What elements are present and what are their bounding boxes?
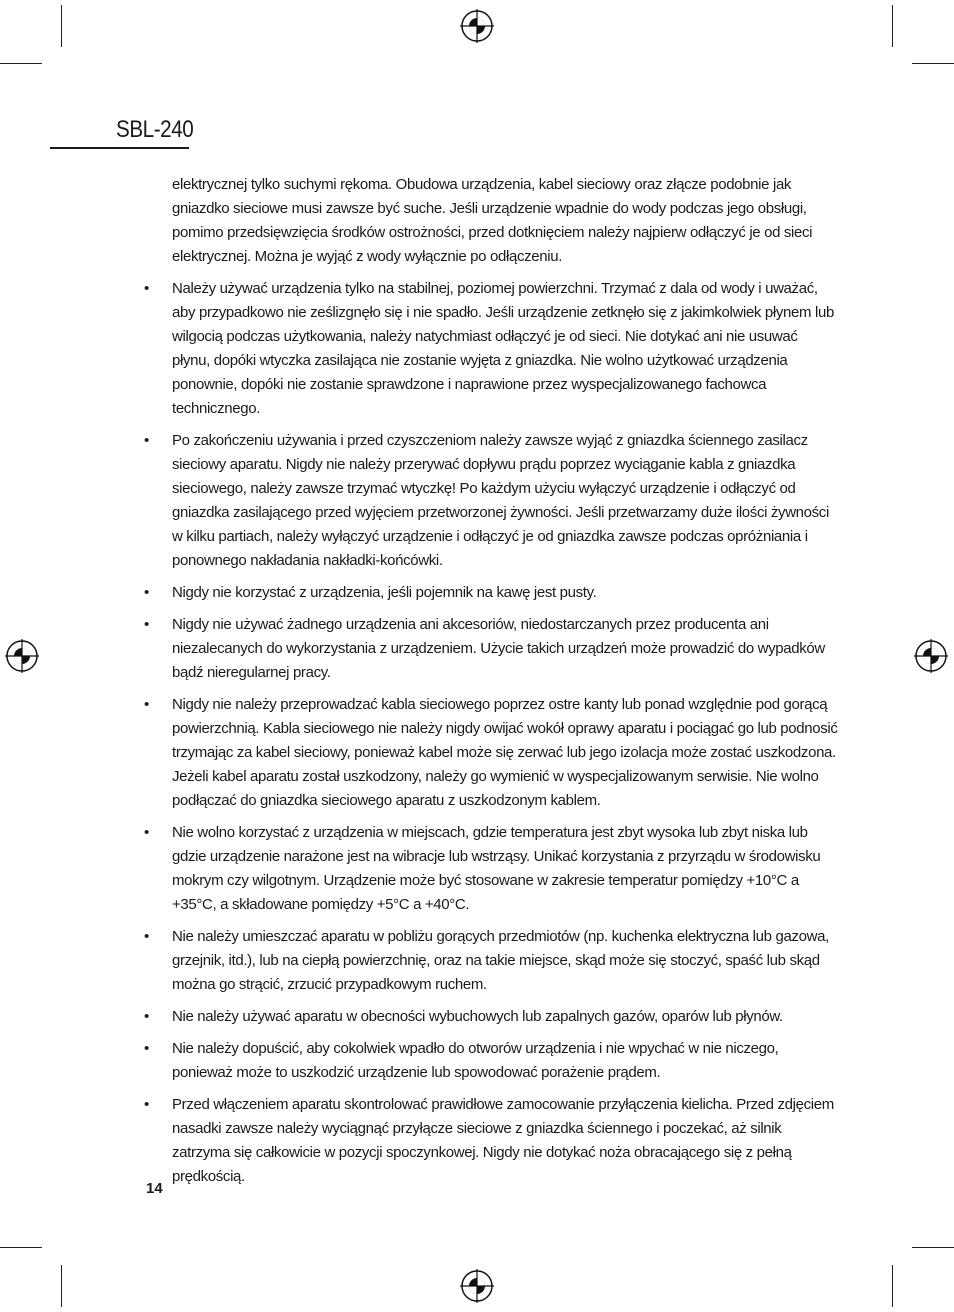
list-item-text: Nigdy nie używać żadnego urządzenia ani akcesoriów, niedostarczanych przez producenta ani niezalecanych do wykorzystania z urządzeniem. Użycie takich urządzeń może prowadzić do wypadków bądź nieregularnej pracy. xyxy=(172,616,825,681)
crop-mark-top-right-vertical xyxy=(892,5,893,47)
crop-mark-top-right-horizontal xyxy=(912,63,954,64)
bullet-icon: • xyxy=(144,1096,149,1113)
list-item xyxy=(144,821,838,917)
list-item-text: Nigdy nie korzystać z urządzenia, jeśli pojemnik na kawę jest pusty. xyxy=(172,584,597,601)
list-item xyxy=(144,925,838,997)
list-item-text: Nigdy nie należy przeprowadzać kabla sieciowego poprzez ostre kanty lub ponad względnie pod gorącą powierzchnią. Kabla sieciowego nie należy nigdy owijać wokół oprawy aparatu i pociągać go lub podnosić trzymając za kabel sieciowy, ponieważ kabel może się zerwać lub jego izolacja może zostać uszkodzona. Jeżeli kabel aparatu został uszkodzony, należy go wymienić w wyspecjalizowanym serwisie. Nie wolno podłączać do gniazdka sieciowego aparatu z uszkodzonym kablem. xyxy=(172,696,838,809)
list-item-text: Nie wolno korzystać z urządzenia w miejscach, gdzie temperatura jest zbyt wysoka lub zbyt niska lub gdzie urządzenie narażone jest na wibracje lub wstrząsy. Unikać korzystania z przyrządu w środowisku mokrym czy wilgotnym. Urządzenie może być stosowane w zakresie temperatur pomiędzy +10°C a +35°C, a składowane pomiędzy +5°C a +40°C. xyxy=(172,824,821,913)
list-item xyxy=(144,277,838,421)
page-number: 14 xyxy=(146,1180,163,1197)
crop-mark-bottom-left-horizontal xyxy=(0,1247,42,1248)
bullet-icon: • xyxy=(144,280,149,297)
bullet-icon: • xyxy=(144,696,149,713)
bullet-icon: • xyxy=(144,432,149,449)
registration-mark-bottom-icon xyxy=(460,1269,494,1303)
bullet-icon: • xyxy=(144,616,149,633)
crop-mark-bottom-right-horizontal xyxy=(912,1247,954,1248)
bullet-icon: • xyxy=(144,824,149,841)
bullet-icon: • xyxy=(144,584,149,601)
bullet-icon: • xyxy=(144,928,149,945)
crop-mark-top-left-horizontal xyxy=(0,63,42,64)
list-item-text: Nie należy umieszczać aparatu w pobliżu gorących przedmiotów (np. kuchenka elektryczna lub gazowa, grzejnik, itd.), lub na ciepłą powierzchnię, oraz na takie miejsce, skąd może się stoczyć, spaść lub skąd można go strącić, zrzucić przypadkowym ruchem. xyxy=(172,928,829,993)
bullet-icon: • xyxy=(144,1008,149,1025)
list-item xyxy=(144,1037,838,1085)
list-item-text: Nie należy dopuścić, aby cokolwiek wpadło do otworów urządzenia i nie wpychać w nie niczego, ponieważ może to uszkodzić urządzenie lub spowodować porażenie prądem. xyxy=(172,1040,779,1081)
crop-mark-top-left-vertical xyxy=(61,5,62,47)
registration-mark-top-icon xyxy=(460,9,494,43)
list-item xyxy=(144,429,838,573)
registration-mark-left-icon xyxy=(5,639,39,673)
list-item-text: Należy używać urządzenia tylko na stabilnej, poziomej powierzchni. Trzymać z dala od wody i uważać, aby przypadkowo nie ześlizgnęło się i nie spadło. Jeśli urządzenie zetknęło się z jakimkolwiek płynem lub wilgocią podczas użytkowania, należy natychmiast odłączyć je od sieci. Nie dotykać ani nie usuwać płynu, dopóki wtyczka zasilająca nie zostanie wyjęta z gniazdka. Nie wolno użytkować urządzenia ponownie, dopóki nie zostanie sprawdzone i naprawione przez wyspecjalizowanego fachowca technicznego. xyxy=(172,280,834,417)
list-item xyxy=(144,693,838,813)
crop-mark-bottom-right-vertical xyxy=(892,1265,893,1307)
crop-mark-bottom-left-vertical xyxy=(61,1265,62,1307)
list-item xyxy=(144,581,838,605)
intro-paragraph: elektrycznej tylko suchymi rękoma. Obudowa urządzenia, kabel sieciowy oraz złącze podobnie jak gniazdko sieciowe musi zawsze być suche. Jeśli urządzenie wpadnie do wody podczas jego obsługi, pomimo przedsięwzięcia środków ostrożności, przed dotknięciem należy najpierw odłączyć je od sieci elektrycznej. Można je wyjąć z wody wyłącznie po odłączeniu. xyxy=(172,176,813,265)
list-item-text: Nie należy używać aparatu w obecności wybuchowych lub zapalnych gazów, oparów lub płynów. xyxy=(172,1008,783,1025)
list-item-text: Po zakończeniu używania i przed czyszczeniom należy zawsze wyjąć z gniazdka ściennego zasilacz sieciowy aparatu. Nigdy nie należy przerywać dopływu prądu poprzez wyciąganie kabla z gniazdka sieciowego, należy zawsze trzymać wtyczkę! Po każdym użyciu wyłączyć urządzenie i odłączyć od gniazdka zasilającego przed wyjęciem przetworzonej żywności. Jeśli przetwarzamy duże ilości żywności w kilku partiach, należy wyłączyć urządzenie i odłączyć je od gniazdka zawsze podczas opróżniania i ponownego nakładania nakładki-końcówki. xyxy=(172,432,829,569)
list-item xyxy=(144,1005,838,1029)
model-title: SBL-240 xyxy=(116,116,194,143)
model-title-underline xyxy=(50,147,189,149)
registration-mark-right-icon xyxy=(914,639,948,673)
list-item xyxy=(144,613,838,685)
bullet-icon: • xyxy=(144,1040,149,1057)
list-item-text: Przed włączeniem aparatu skontrolować prawidłowe zamocowanie przyłączenia kielicha. Przed zdjęciem nasadki zawsze należy wyciągnąć przyłącze sieciowe z gniazdka ściennego i poczekać, aż silnik zatrzyma się całkowicie w pozycji spoczynkowej. Nigdy nie dotykać noża obracającego się z pełną prędkością. xyxy=(172,1096,834,1185)
